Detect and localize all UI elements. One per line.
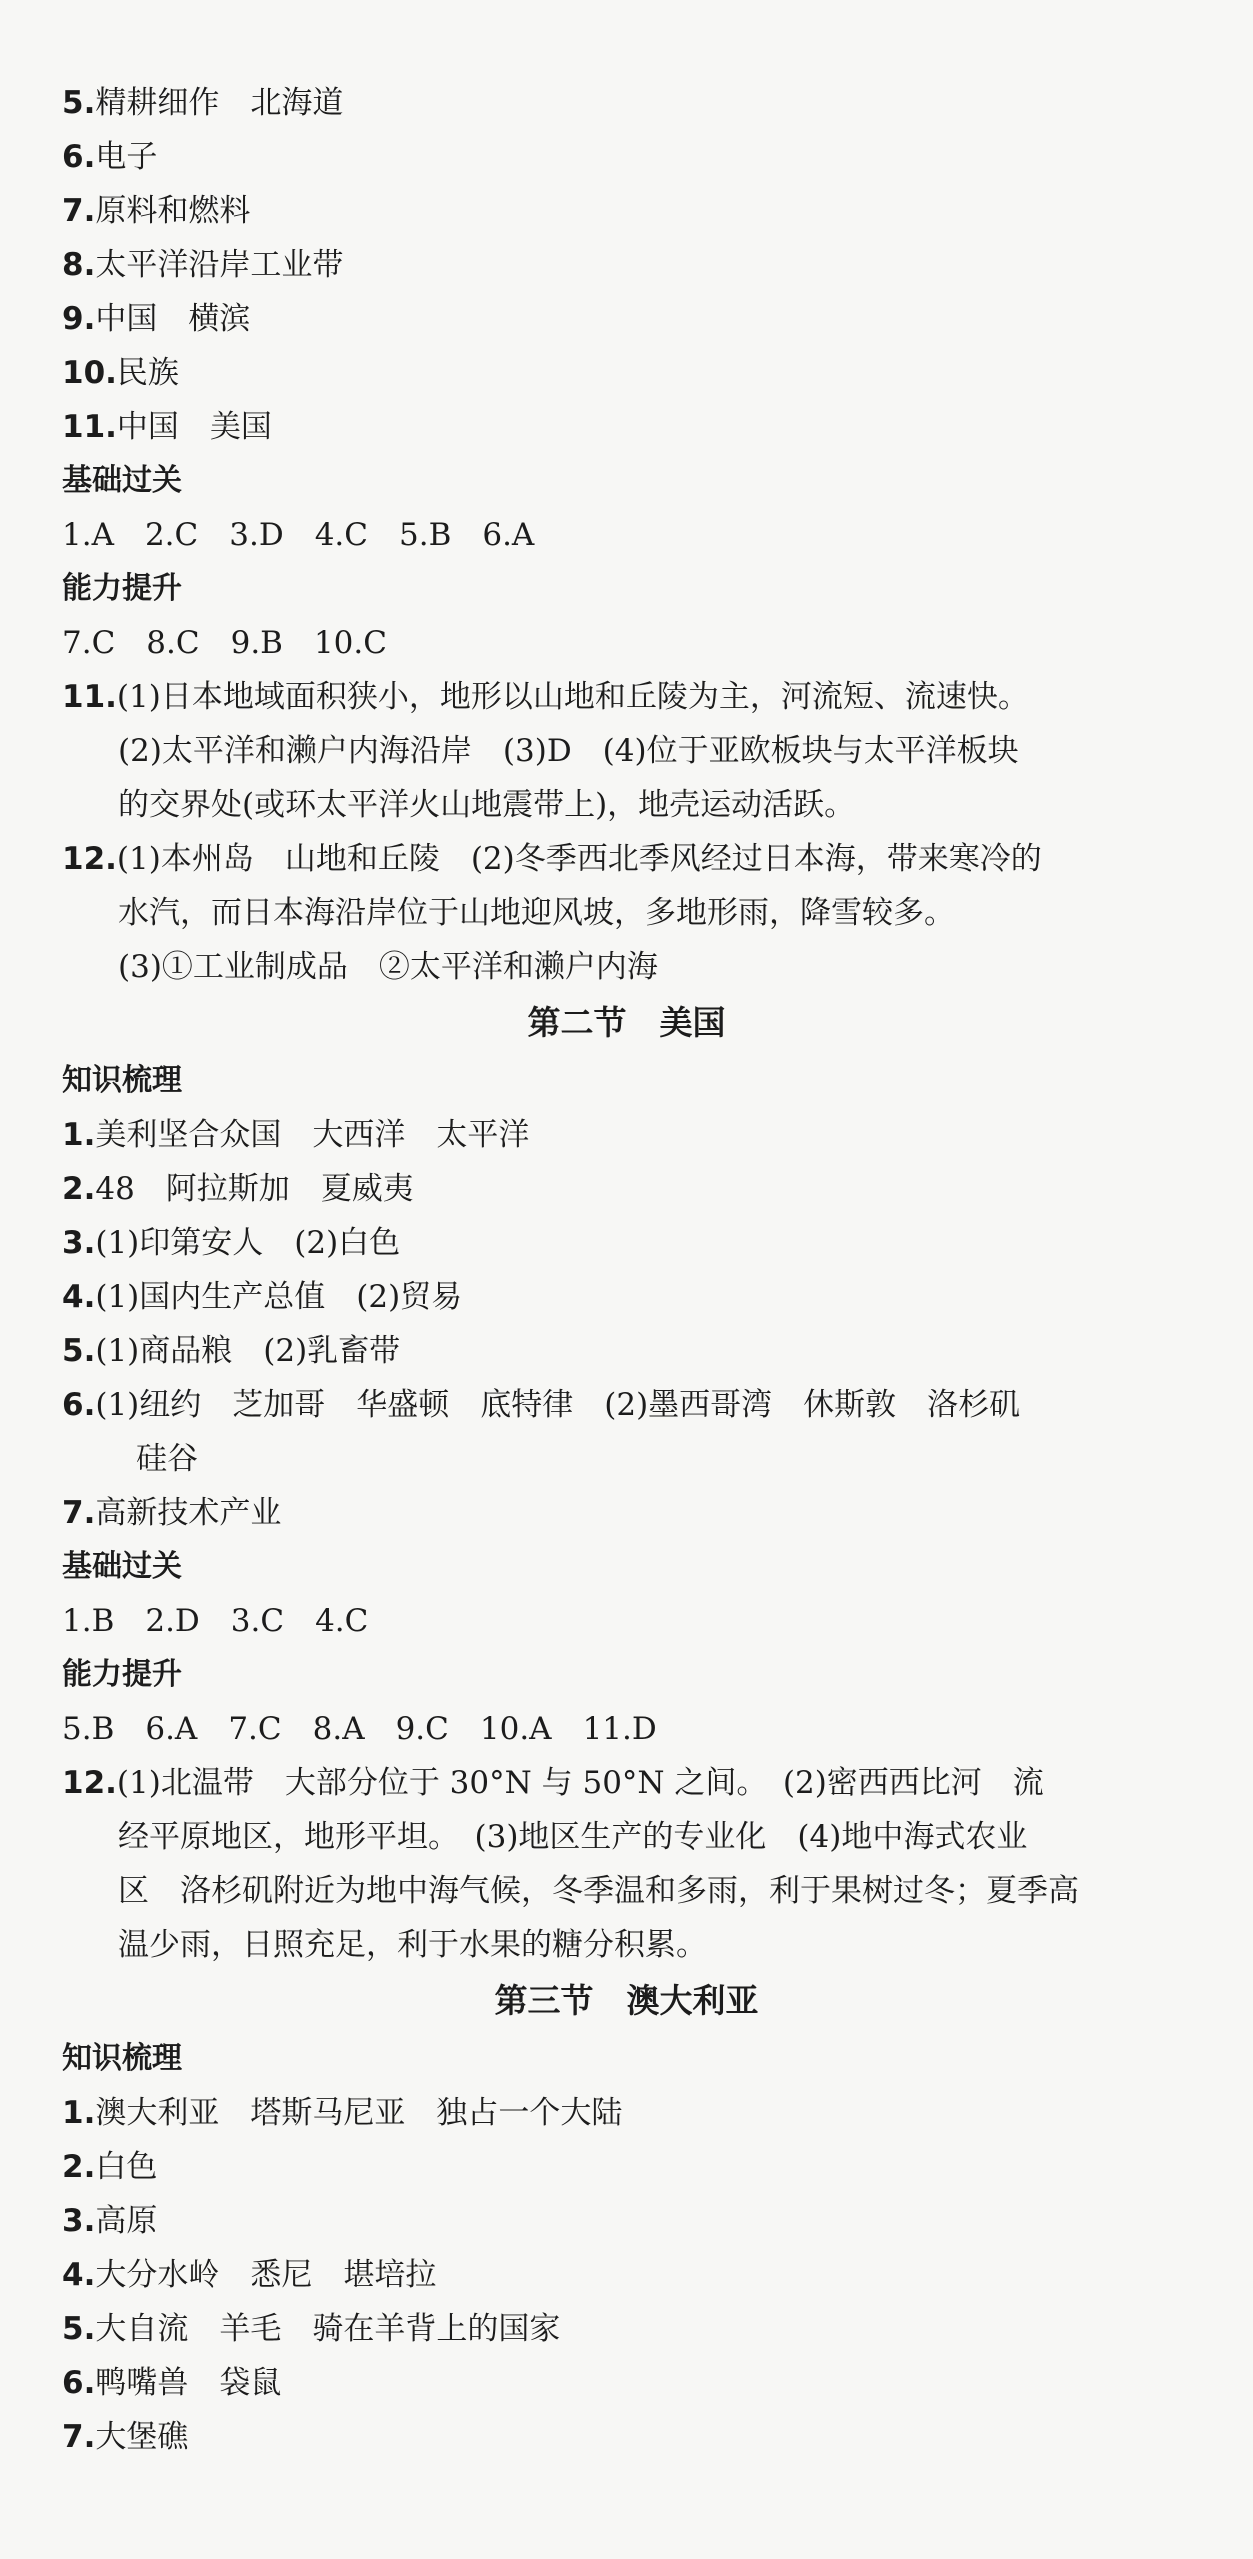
item-number: 7. [62, 2419, 96, 2455]
item-number: 7. [62, 1495, 96, 1531]
item-6 [62, 2363, 1213, 2403]
item-7 [62, 191, 1213, 231]
item-text: (1)国内生产总值 (2)贸易 [95, 1279, 463, 1315]
item-1 [62, 1115, 1213, 1155]
item-text: 中国 横滨 [95, 301, 251, 337]
item-text: 大分水岭 悉尼 堪培拉 [95, 2257, 437, 2293]
item-text: 美利坚合众国 大西洋 太平洋 [95, 1117, 530, 1153]
item-number: 4. [62, 1279, 96, 1315]
item-2 [62, 2147, 1213, 2187]
item-number: 3. [62, 2203, 96, 2239]
item-7 [62, 1493, 1213, 1533]
item-10 [62, 353, 1213, 393]
item-text: 高新技术产业 [95, 1495, 282, 1531]
item-text: 大自流 羊毛 骑在羊背上的国家 [95, 2311, 561, 2347]
item-text: 中国 美国 [116, 409, 272, 445]
item-6 [62, 1385, 1213, 1425]
ability-answers: 5.B 6.A 7.C 8.A 9.C 10.A 11.D [62, 1711, 657, 1747]
question-12-line-2: 水汽，而日本海沿岸位于山地迎风坡，多地形雨，降雪较多。 [118, 895, 955, 931]
line-text: (1)北温带 大部分位于 30°N 与 50°N 之间。 (2)密西西比河 流 [116, 1765, 1044, 1801]
item-1 [62, 2093, 1213, 2133]
item-text: 太平洋沿岸工业带 [95, 247, 344, 283]
section-title-australia: 第三节 澳大利亚 [494, 1981, 759, 2020]
question-12-line-2: 经平原地区，地形平坦。 (3)地区生产的专业化 (4)地中海式农业 [118, 1819, 1028, 1855]
item-text: 高原 [95, 2203, 158, 2239]
item-5 [62, 2309, 1213, 2349]
question-12-line-3: 区 洛杉矶附近为地中海气候，冬季温和多雨，利于果树过冬；夏季高 [118, 1873, 1079, 1909]
item-number: 9. [62, 301, 96, 337]
item-text: 电子 [95, 139, 158, 175]
item-text: (1)纽约 芝加哥 华盛顿 底特律 (2)墨西哥湾 休斯敦 洛杉矶 [95, 1387, 1021, 1423]
item-2 [62, 1169, 1213, 1209]
basic-heading: 基础过关 [62, 463, 182, 498]
item-number: 1. [62, 1117, 96, 1153]
item-3 [62, 1223, 1213, 1263]
item-5 [62, 1331, 1213, 1371]
item-text: 民族 [116, 355, 179, 391]
item-11 [62, 407, 1213, 447]
item-number: 5. [62, 1333, 96, 1369]
item-text: 原料和燃料 [95, 193, 251, 229]
item-7 [62, 2417, 1213, 2457]
item-text: 鸭嘴兽 袋鼠 [95, 2365, 282, 2401]
item-number: 6. [62, 2365, 96, 2401]
item-text: 精耕细作 北海道 [95, 85, 344, 121]
question-11-line-1 [62, 677, 1213, 717]
basic-answers: 1.A 2.C 3.D 4.C 5.B 6.A [62, 517, 535, 553]
question-12-line-1 [62, 839, 1213, 879]
item-8 [62, 245, 1213, 285]
question-12-line-3: (3)①工业制成品 ②太平洋和濑户内海 [118, 949, 658, 985]
basic-heading: 基础过关 [62, 1549, 182, 1584]
item-4 [62, 2255, 1213, 2295]
ability-heading: 能力提升 [62, 571, 182, 606]
item-number: 10. [62, 355, 117, 391]
item-number: 4. [62, 2257, 96, 2293]
item-number: 8. [62, 247, 96, 283]
item-6 [62, 137, 1213, 177]
question-11-line-3: 的交界处(或环太平洋火山地震带上)，地壳运动活跃。 [118, 787, 856, 823]
ability-answers: 7.C 8.C 9.B 10.C [62, 625, 387, 661]
item-number: 5. [62, 2311, 96, 2347]
item-number: 1. [62, 2095, 96, 2131]
basic-answers: 1.B 2.D 3.C 4.C [62, 1603, 369, 1639]
item-number: 11. [62, 679, 117, 715]
item-text: (1)商品粮 (2)乳畜带 [95, 1333, 401, 1369]
item-text: (1)印第安人 (2)白色 [95, 1225, 401, 1261]
item-number: 12. [62, 841, 117, 877]
item-text: 澳大利亚 塔斯马尼亚 独占一个大陆 [95, 2095, 623, 2131]
item-9 [62, 299, 1213, 339]
item-number: 2. [62, 2149, 96, 2185]
question-12-line-4: 温少雨，日照充足，利于水果的糖分积累。 [118, 1927, 707, 1963]
item-number: 5. [62, 85, 96, 121]
item-number: 6. [62, 139, 96, 175]
item-number: 12. [62, 1765, 117, 1801]
question-12-line-1 [62, 1763, 1213, 1803]
item-number: 2. [62, 1171, 96, 1207]
item-text: 白色 [95, 2149, 158, 2185]
item-3 [62, 2201, 1213, 2241]
item-5 [62, 83, 1213, 123]
question-11-line-2: (2)太平洋和濑户内海沿岸 (3)D (4)位于亚欧板块与太平洋板块 [118, 733, 1019, 769]
item-text: 48 阿拉斯加 夏威夷 [95, 1171, 414, 1207]
item-text: 大堡礁 [95, 2419, 189, 2455]
section-title-usa: 第二节 美国 [527, 1003, 726, 1042]
item-4 [62, 1277, 1213, 1317]
knowledge-heading: 知识梳理 [62, 2041, 182, 2076]
item-number: 7. [62, 193, 96, 229]
ability-heading: 能力提升 [62, 1657, 182, 1692]
knowledge-heading: 知识梳理 [62, 1063, 182, 1098]
line-text: (1)本州岛 山地和丘陵 (2)冬季西北季风经过日本海，带来寒冷的 [116, 841, 1042, 877]
line-text: (1)日本地域面积狭小，地形以山地和丘陵为主，河流短、流速快。 [116, 679, 1029, 715]
item-number: 11. [62, 409, 117, 445]
item-6-continued: 硅谷 [136, 1441, 198, 1477]
item-number: 6. [62, 1387, 96, 1423]
item-number: 3. [62, 1225, 96, 1261]
